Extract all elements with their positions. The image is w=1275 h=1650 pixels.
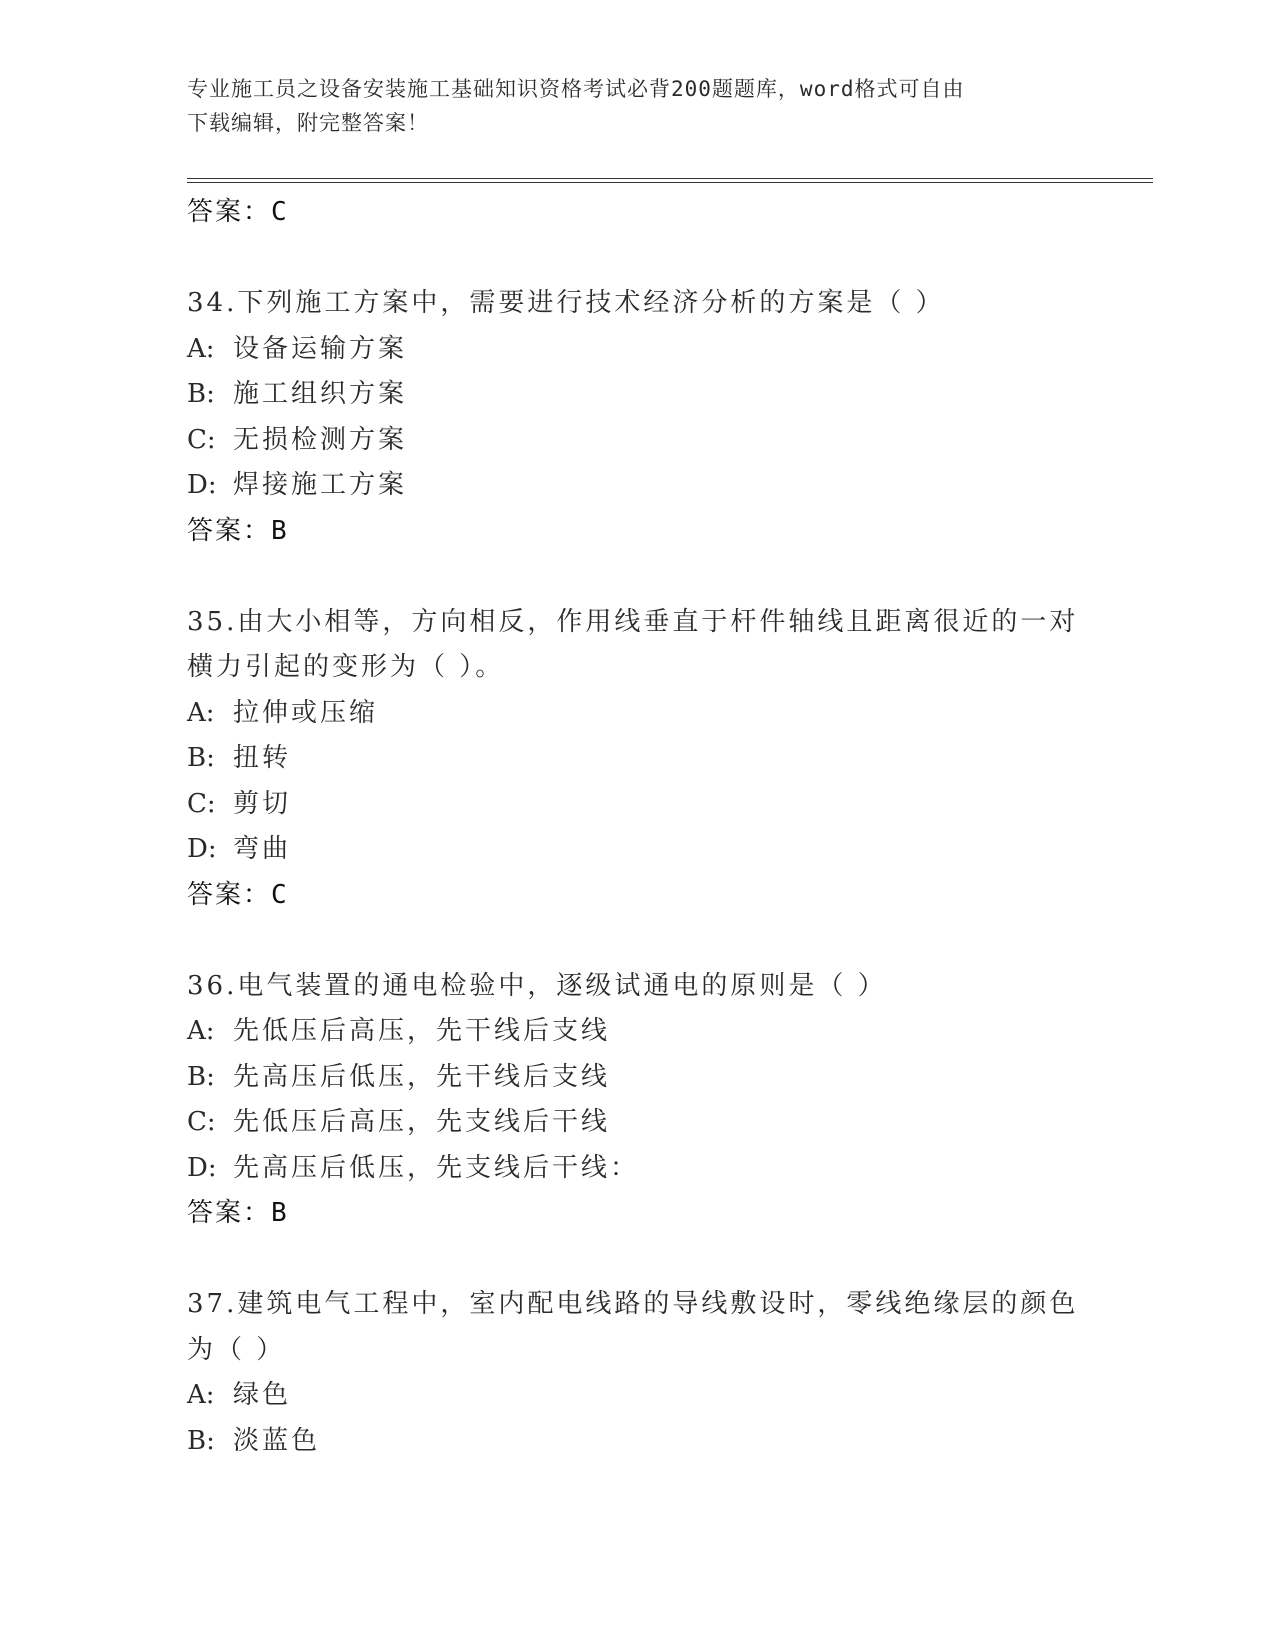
option-key: B: (187, 1061, 215, 1092)
question-block (187, 600, 1087, 918)
option-key: C: (187, 788, 216, 819)
option-key: B: (187, 379, 215, 409)
option-text: 先低压后高压，先干线后支线 (233, 1016, 611, 1046)
spacer (187, 1236, 1087, 1282)
answer-value: C (271, 197, 287, 227)
question-block (187, 964, 1087, 1237)
answer-value: B (271, 515, 287, 546)
question-block (187, 281, 1087, 554)
spacer (187, 554, 1087, 600)
answer-line (187, 190, 1087, 235)
question-stem-continued: 为（ ） (187, 1334, 286, 1365)
question-stem-continued: 横力引起的变形为（ ）。 (187, 652, 505, 682)
option-text: 先低压后高压，先支线后干线 (233, 1107, 611, 1137)
option-text: 先高压后低压，先干线后支线 (233, 1061, 611, 1092)
answer-label: 答案： (187, 515, 272, 546)
option-text: 施工组织方案 (233, 379, 408, 409)
option-key: B: (187, 743, 215, 773)
option-c (187, 782, 1087, 828)
option-b (187, 736, 1087, 782)
answer-value: B (271, 1198, 287, 1228)
answer-line (187, 1191, 1087, 1236)
option-c (187, 1100, 1087, 1146)
answer-line (187, 509, 1087, 554)
option-text: 焊接施工方案 (233, 470, 408, 500)
spacer (187, 918, 1087, 964)
option-text: 先高压后低压，先支线后干线： (233, 1152, 640, 1183)
document-header (187, 72, 1067, 140)
option-key: C: (187, 424, 216, 455)
answer-label: 答案： (187, 197, 272, 227)
option-key: A: (187, 333, 215, 364)
option-b (187, 1419, 1087, 1465)
question-stem: 34.下列施工方案中，需要进行技术经济分析的方案是（ ） (187, 288, 945, 318)
option-key: D: (187, 470, 217, 500)
option-text: 拉伸或压缩 (233, 697, 379, 728)
option-d (187, 1146, 1087, 1192)
question-stem: 35.由大小相等，方向相反，作用线垂直于杆件轴线且距离很近的一对 (187, 606, 1079, 637)
option-a (187, 1373, 1087, 1419)
option-c (187, 418, 1087, 464)
header-line-2: 下载编辑，附完整答案！ (187, 111, 429, 135)
answer-label: 答案： (187, 879, 272, 910)
header-line-1: 专业施工员之设备安装施工基础知识资格考试必背200题题库，word格式可自由 (187, 77, 965, 101)
option-key: A: (187, 697, 215, 728)
question-stem: 36.电气装置的通电检验中，逐级试通电的原则是（ ） (187, 970, 887, 1001)
option-key: D: (187, 834, 217, 864)
option-text: 弯曲 (233, 834, 292, 864)
question-block (187, 1282, 1087, 1464)
header-divider (187, 178, 1153, 183)
option-a (187, 691, 1087, 737)
option-text: 扭转 (233, 743, 292, 773)
option-text: 剪切 (233, 788, 292, 819)
option-text: 无损检测方案 (233, 424, 408, 455)
option-b (187, 1055, 1087, 1101)
option-key: B: (187, 1425, 215, 1456)
spacer (187, 235, 1087, 281)
answer-line (187, 873, 1087, 918)
option-key: A: (187, 1380, 215, 1410)
option-a (187, 1009, 1087, 1055)
option-text: 绿色 (233, 1380, 292, 1410)
option-key: C: (187, 1107, 216, 1137)
answer-value: C (271, 879, 287, 910)
option-key: D: (187, 1152, 217, 1183)
question-stem: 37.建筑电气工程中，室内配电线路的导线敷设时，零线绝缘层的颜色 (187, 1289, 1079, 1319)
question-list (187, 190, 1087, 1464)
option-text: 淡蓝色 (233, 1425, 321, 1456)
option-key: A: (187, 1016, 215, 1046)
option-text: 设备运输方案 (233, 333, 408, 364)
option-d (187, 827, 1087, 873)
option-a (187, 327, 1087, 373)
option-b (187, 372, 1087, 418)
option-d (187, 463, 1087, 509)
answer-label: 答案： (187, 1198, 272, 1228)
